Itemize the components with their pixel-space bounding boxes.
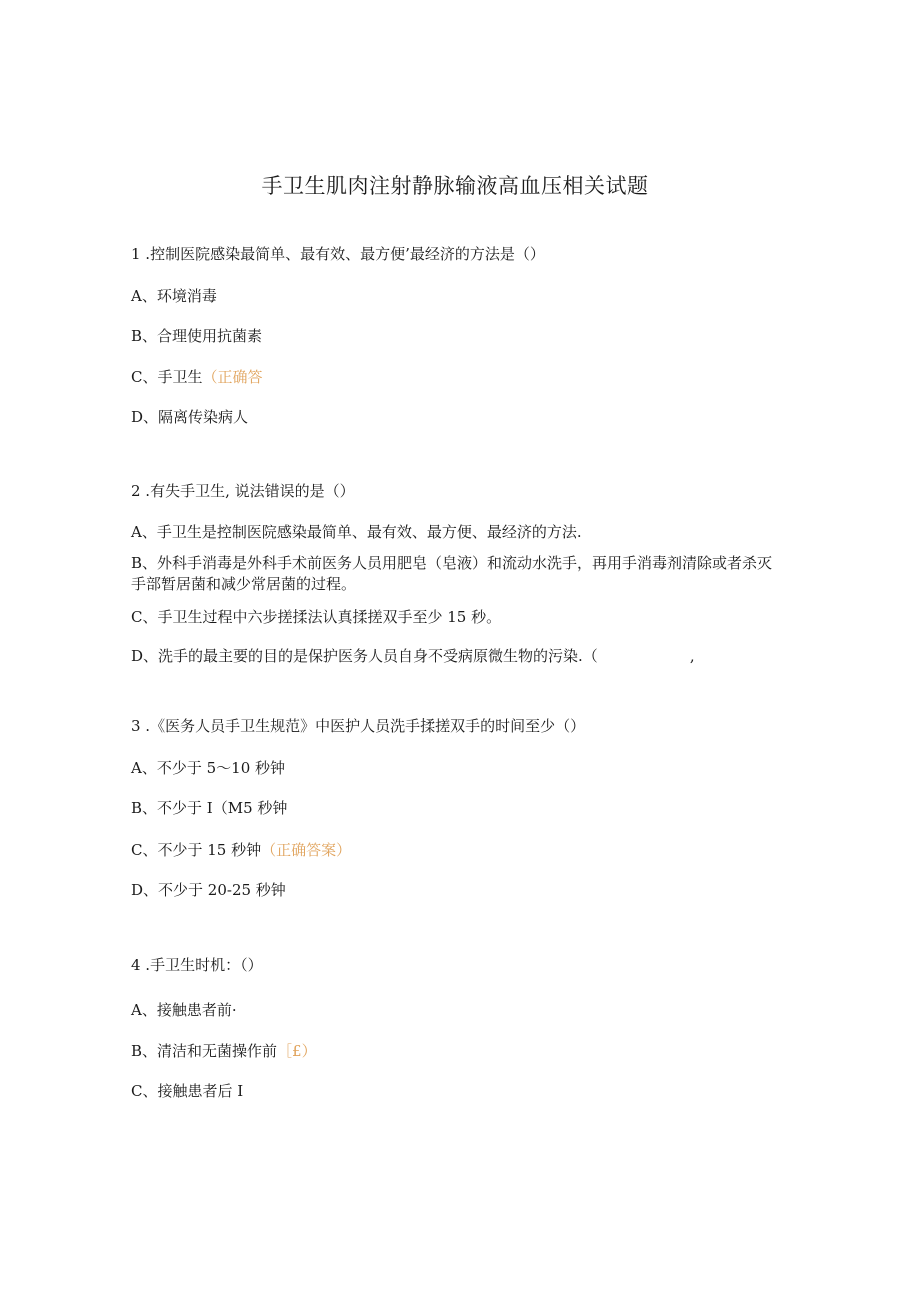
question-2-option-a: A、手卫生是控制医院感染最简单、最有效、最方便、最经济的方法. xyxy=(131,523,582,541)
correct-answer-mark: （正确答案） xyxy=(261,841,352,859)
question-2-option-c: C、手卫生过程中六步搓揉法认真揉搓双手至少 15 秒。 xyxy=(131,608,502,626)
question-2-option-b: B、外科手消毒是外科手术前医务人员用肥皂（皂液）和流动水洗手，再用手消毒剂清除或者杀灭手部暂居菌和减少常居菌的过程。 xyxy=(131,554,773,593)
question-4-option-a: A、接触患者前· xyxy=(131,1001,237,1019)
question-4-option-b xyxy=(131,1041,317,1062)
option-text: D、洗手的最主要的目的是保护医务人员自身不受病原微生物的污染.（ xyxy=(131,647,598,665)
question-3-option-d: D、不少于 20-25 秒钟 xyxy=(131,881,286,899)
question-4-stem: 4 .手卫生时机：（） xyxy=(131,956,263,974)
question-1-stem: 1 .控制医院感染最简单、最有效、最方便’最经济的方法是（） xyxy=(131,245,545,263)
option-text: C、不少于 15 秒钟 xyxy=(131,841,262,859)
correct-answer-mark: ［£） xyxy=(277,1042,317,1060)
option-text: B、清洁和无菌操作前 xyxy=(131,1042,278,1060)
question-3-option-a: A、不少于 5～10 秒钟 xyxy=(131,759,285,777)
option-text: C、手卫生 xyxy=(131,368,203,386)
question-2-stem: 2 .有失手卫生, 说法错误的是（） xyxy=(131,482,355,500)
question-1-option-a: A、环境消毒 xyxy=(131,287,217,305)
question-4-option-c: C、接触患者后 I xyxy=(131,1082,244,1100)
question-3-option-c xyxy=(131,840,351,861)
document-title: 手卫生肌肉注射静脉输液高血压相关试题 xyxy=(261,174,649,198)
question-3-option-b: B、不少于 I（M5 秒钟 xyxy=(131,799,288,817)
question-1-option-d: D、隔离传染病人 xyxy=(131,408,249,426)
correct-answer-mark: （正确答 xyxy=(202,368,263,386)
question-2-option-d xyxy=(131,646,695,667)
question-1-option-b: B、合理使用抗菌素 xyxy=(131,327,263,345)
question-3-stem: 3 .《医务人员手卫生规范》中医护人员洗手揉搓双手的时间至少（） xyxy=(131,717,586,735)
question-1-option-c xyxy=(131,367,263,388)
option-tail: , xyxy=(689,647,695,665)
